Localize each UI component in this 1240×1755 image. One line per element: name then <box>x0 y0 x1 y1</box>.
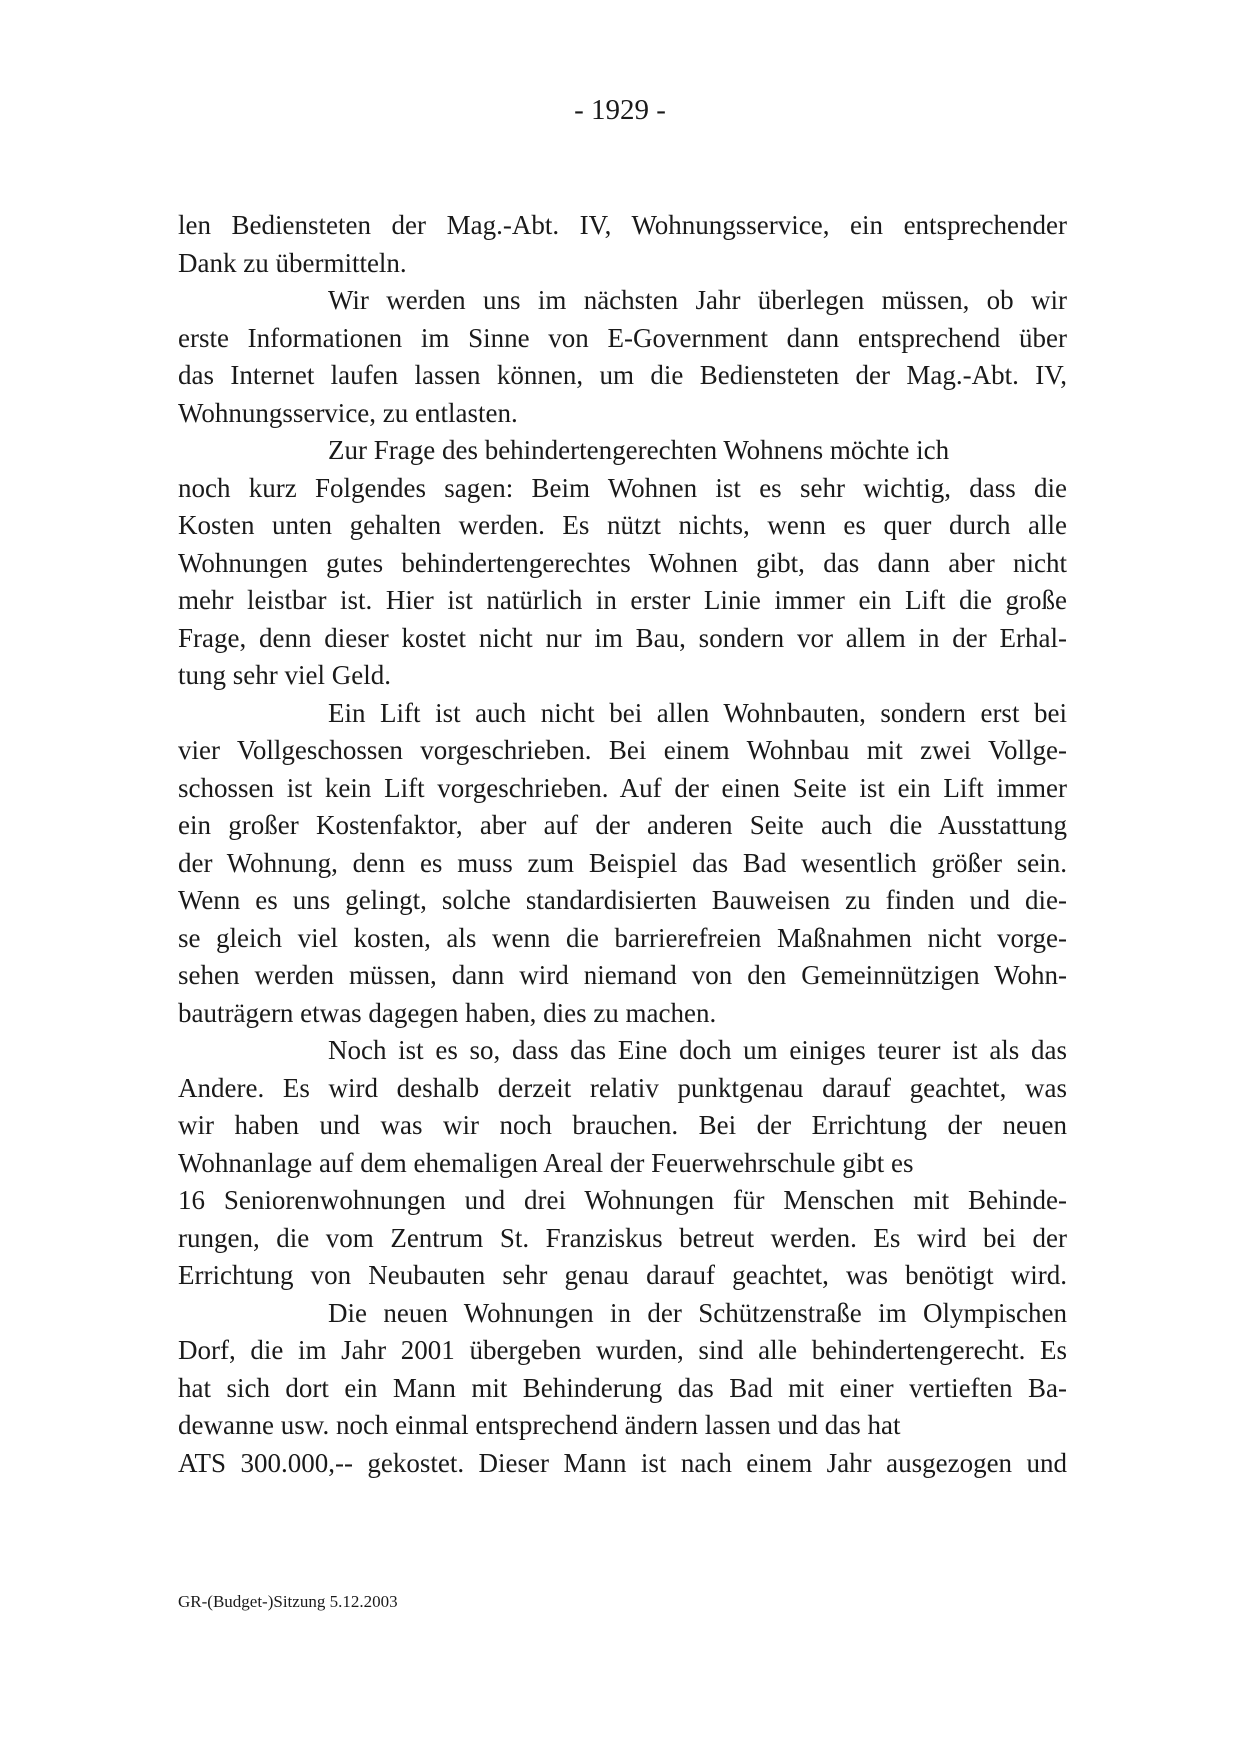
text-line: dewanne usw. noch einmal entsprechend ändern lassen und das hat <box>178 1410 901 1440</box>
text-line: Frage, denn dieser kostet nicht nur im Bau, sondern vor allem in der Erhal- <box>178 622 1067 653</box>
text-line: Dorf, die im Jahr 2001 übergeben wurden, sind alle behindertengerecht. Es <box>178 1335 1067 1365</box>
text-line: Dank zu übermitteln. <box>178 247 407 278</box>
paragraph-first-line: Noch ist es so, dass das Eine doch um einiges teurer ist als das <box>328 1035 1067 1065</box>
text-line: schossen ist kein Lift vorgeschrieben. Auf der einen Seite ist ein Lift immer <box>178 772 1067 803</box>
text-line: Andere. Es wird deshalb derzeit relativ punktgenau darauf geachtet, was <box>178 1072 1067 1103</box>
page-number: - 1929 - <box>574 94 666 126</box>
paragraph-first-line: Die neuen Wohnungen in der Schützenstraße im Olympischen <box>328 1297 1067 1328</box>
text-line: tung sehr viel Geld. <box>178 660 391 690</box>
text-line: Kosten unten gehalten werden. Es nützt nichts, wenn es quer durch alle <box>178 510 1067 540</box>
text-line: Wohnungen gutes behindertengerechtes Wohnen gibt, das dann aber nicht <box>178 547 1067 578</box>
text-line: noch kurz Folgendes sagen: Beim Wohnen ist es sehr wichtig, dass die <box>178 472 1067 503</box>
text-line: len Bediensteten der Mag.-Abt. IV, Wohnungsservice, ein entsprechender <box>178 210 1067 240</box>
text-line: ein großer Kostenfaktor, aber auf der anderen Seite auch die Ausstattung <box>178 810 1067 840</box>
text-line: 16 Seniorenwohnungen und drei Wohnungen für Menschen mit Behinde- <box>178 1185 1067 1215</box>
paragraph-first-line: Ein Lift ist auch nicht bei allen Wohnbauten, sondern erst bei <box>328 697 1067 728</box>
text-line: Wohnanlage auf dem ehemaligen Areal der Feuerwehrschule gibt es <box>178 1147 914 1178</box>
text-line: se gleich viel kosten, als wenn die barrierefreien Maßnahmen nicht vorge- <box>178 922 1067 953</box>
paragraph-first-line: Zur Frage des behindertengerechten Wohnens möchte ich <box>328 435 950 465</box>
text-line: vier Vollgeschossen vorgeschrieben. Bei einem Wohnbau mit zwei Vollge- <box>178 735 1067 765</box>
text-line: bauträgern etwas dagegen haben, dies zu machen. <box>178 997 717 1028</box>
text-line: mehr leistbar ist. Hier ist natürlich in erster Linie immer ein Lift die große <box>178 585 1067 615</box>
text-line: das Internet laufen lassen können, um die Bediensteten der Mag.-Abt. IV, <box>178 360 1067 390</box>
text-line: sehen werden müssen, dann wird niemand von den Gemeinnützigen Wohn- <box>178 960 1067 990</box>
body-text <box>178 207 1067 1482</box>
text-line: Errichtung von Neubauten sehr genau darauf geachtet, was benötigt wird. <box>178 1260 1067 1290</box>
text-line: der Wohnung, denn es muss zum Beispiel das Bad wesentlich größer sein. <box>178 847 1067 878</box>
text-line: wir haben und was wir noch brauchen. Bei der Errichtung der neuen <box>178 1110 1067 1140</box>
text-line: ATS 300.000,-- gekostet. Dieser Mann ist nach einem Jahr ausgezogen und <box>178 1447 1067 1478</box>
text-line: hat sich dort ein Mann mit Behinderung das Bad mit einer vertieften Ba- <box>178 1372 1067 1403</box>
text-line: erste Informationen im Sinne von E-Government dann entsprechend über <box>178 322 1067 353</box>
text-line: rungen, die vom Zentrum St. Franziskus betreut werden. Es wird bei der <box>178 1222 1067 1253</box>
text-line: Wenn es uns gelingt, solche standardisierten Bauweisen zu finden und die- <box>178 885 1067 915</box>
paragraph-first-line: Wir werden uns im nächsten Jahr überlegen müssen, ob wir <box>328 285 1067 315</box>
footer-session-label: GR-(Budget-)Sitzung 5.12.2003 <box>178 1592 398 1611</box>
text-line: Wohnungsservice, zu entlasten. <box>178 397 518 428</box>
